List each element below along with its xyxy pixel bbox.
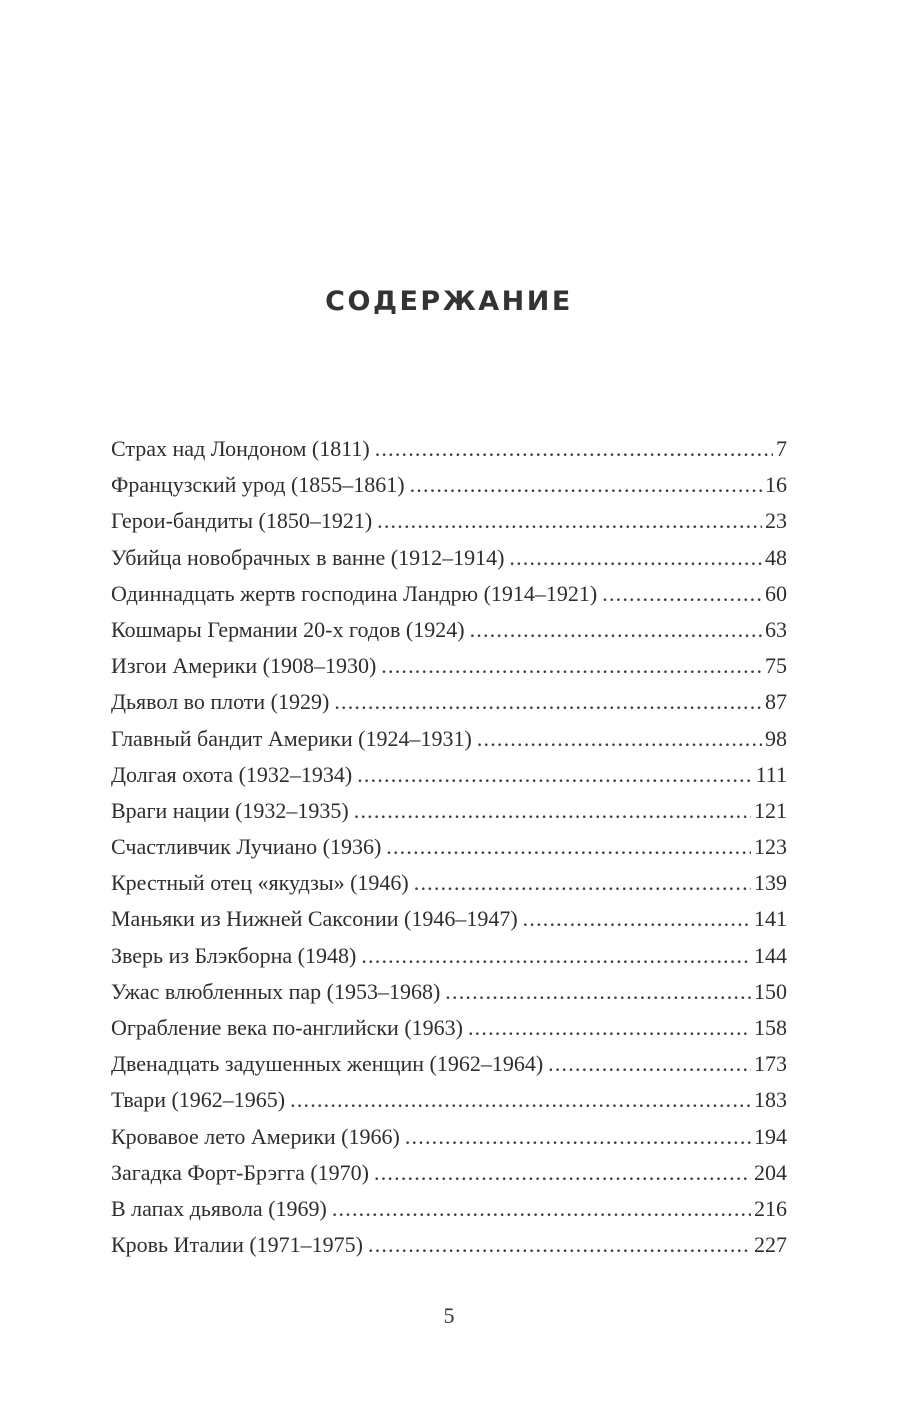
toc-entry-title: Кровь Италии (1971–1975)	[111, 1232, 364, 1258]
toc-entry-page: 60	[765, 580, 787, 606]
toc-entry-page: 121	[754, 797, 787, 823]
toc-entry-page: 227	[754, 1232, 787, 1258]
dot-leader	[470, 617, 762, 643]
toc-entry-title: Герои-бандиты (1850–1921)	[111, 508, 373, 534]
dot-leader	[332, 1196, 751, 1222]
toc-entry[interactable]	[111, 1124, 787, 1160]
dot-leader	[290, 1087, 751, 1113]
toc-entry-page: 23	[765, 508, 787, 534]
toc-entry[interactable]	[111, 472, 787, 508]
toc-entry[interactable]	[111, 508, 787, 544]
toc-entry-title: Ограбление века по-английски (1963)	[111, 1015, 463, 1040]
dot-leader	[386, 834, 751, 860]
toc-entry[interactable]	[111, 581, 787, 617]
toc-entry-page: 139	[754, 870, 787, 896]
toc-entry-page: 75	[765, 653, 787, 679]
toc-entry-title: Одиннадцать жертв господина Ландрю (1914–1921)	[111, 580, 598, 606]
toc-entry-page: 194	[754, 1123, 787, 1149]
toc-entry[interactable]	[111, 979, 787, 1015]
dot-leader	[445, 979, 751, 1005]
toc-entry-title: Кошмары Германии 20-х годов (1924)	[111, 616, 465, 642]
dot-leader	[361, 943, 751, 969]
toc-entry[interactable]	[111, 1160, 787, 1196]
toc-entry[interactable]	[111, 943, 787, 979]
toc-entry[interactable]	[111, 798, 787, 834]
toc-entry-title: Ужас влюбленных пар (1953–1968)	[111, 978, 441, 1004]
toc-entry-page: 158	[754, 1015, 787, 1040]
toc-entry[interactable]	[111, 762, 787, 798]
toc-entry[interactable]	[111, 1196, 787, 1232]
dot-leader	[477, 726, 762, 752]
toc-entry-page: 98	[765, 725, 787, 751]
toc-entry-title: Твари (1962–1965)	[111, 1087, 286, 1113]
dot-leader	[509, 545, 762, 571]
toc-entry-page: 48	[765, 544, 787, 570]
toc-entry-title: Французский урод (1855–1861)	[111, 472, 405, 498]
toc-entry[interactable]	[111, 689, 787, 725]
toc-entry-title: Двенадцать задушенных женщин (1962–1964)	[111, 1051, 544, 1077]
toc-entry[interactable]	[111, 906, 787, 942]
toc-entry-page: 183	[754, 1087, 787, 1113]
dot-leader	[357, 762, 752, 788]
dot-leader	[374, 1160, 751, 1186]
toc-entry-title: Загадка Форт-Брэгга (1970)	[111, 1159, 370, 1185]
toc-entry-page: 173	[754, 1051, 787, 1077]
toc-entry-page: 111	[755, 761, 787, 787]
toc-entry[interactable]	[111, 545, 787, 581]
dot-leader	[354, 798, 751, 824]
toc-entry-page: 16	[765, 472, 787, 498]
toc-entry-title: Зверь из Блэкборна (1948)	[111, 942, 357, 968]
dot-leader	[368, 1232, 751, 1258]
toc-entry-page: 141	[754, 906, 787, 932]
toc-entry-title: Долгая охота (1932–1934)	[111, 761, 353, 787]
toc-entry[interactable]	[111, 653, 787, 689]
dot-leader	[468, 1015, 751, 1041]
toc-entry[interactable]	[111, 1232, 787, 1268]
toc-entry-page: 7	[776, 436, 787, 461]
toc-entry-page: 63	[765, 616, 787, 642]
toc-entry[interactable]	[111, 834, 787, 870]
toc-entry-page: 123	[754, 834, 787, 860]
toc-entry-title: Дьявол во плоти (1929)	[111, 689, 330, 715]
dot-leader	[523, 906, 751, 932]
page-title: СОДЕРЖАНИЕ	[325, 286, 573, 317]
toc-entry-title: Крестный отец «якудзы» (1946)	[111, 870, 409, 896]
dot-leader	[405, 1124, 751, 1150]
dot-leader	[375, 436, 773, 462]
toc-entry[interactable]	[111, 870, 787, 906]
page-number: 5	[443, 1303, 455, 1328]
toc-entry-title: Кровавое лето Америки (1966)	[111, 1123, 400, 1149]
toc-entry-page: 150	[754, 978, 787, 1004]
toc-entry[interactable]	[111, 726, 787, 762]
dot-leader	[381, 653, 762, 679]
toc-entry-title: В лапах дьявола (1969)	[111, 1195, 327, 1221]
toc-entry-title: Страх над Лондоном (1811)	[111, 436, 370, 461]
dot-leader	[602, 581, 762, 607]
table-of-contents	[111, 436, 787, 1268]
dot-leader	[410, 472, 762, 498]
dot-leader	[334, 689, 762, 715]
toc-entry[interactable]	[111, 436, 787, 472]
toc-entry-page: 204	[754, 1159, 787, 1185]
toc-entry[interactable]	[111, 617, 787, 653]
toc-entry[interactable]	[111, 1015, 787, 1051]
toc-entry-page: 87	[765, 689, 787, 715]
toc-entry-page: 216	[754, 1195, 787, 1221]
toc-entry-page: 144	[754, 942, 787, 968]
dot-leader	[377, 508, 762, 534]
toc-entry-title: Враги нации (1932–1935)	[111, 797, 349, 823]
toc-entry[interactable]	[111, 1087, 787, 1123]
toc-entry-title: Счастливчик Лучиано (1936)	[111, 834, 382, 860]
toc-entry-title: Изгои Америки (1908–1930)	[111, 653, 377, 679]
dot-leader	[548, 1051, 751, 1077]
toc-entry-title: Главный бандит Америки (1924–1931)	[111, 725, 472, 751]
dot-leader	[414, 870, 751, 896]
toc-entry-title: Маньяки из Нижней Саксонии (1946–1947)	[111, 906, 518, 932]
toc-entry[interactable]	[111, 1051, 787, 1087]
toc-entry-title: Убийца новобрачных в ванне (1912–1914)	[111, 544, 505, 570]
